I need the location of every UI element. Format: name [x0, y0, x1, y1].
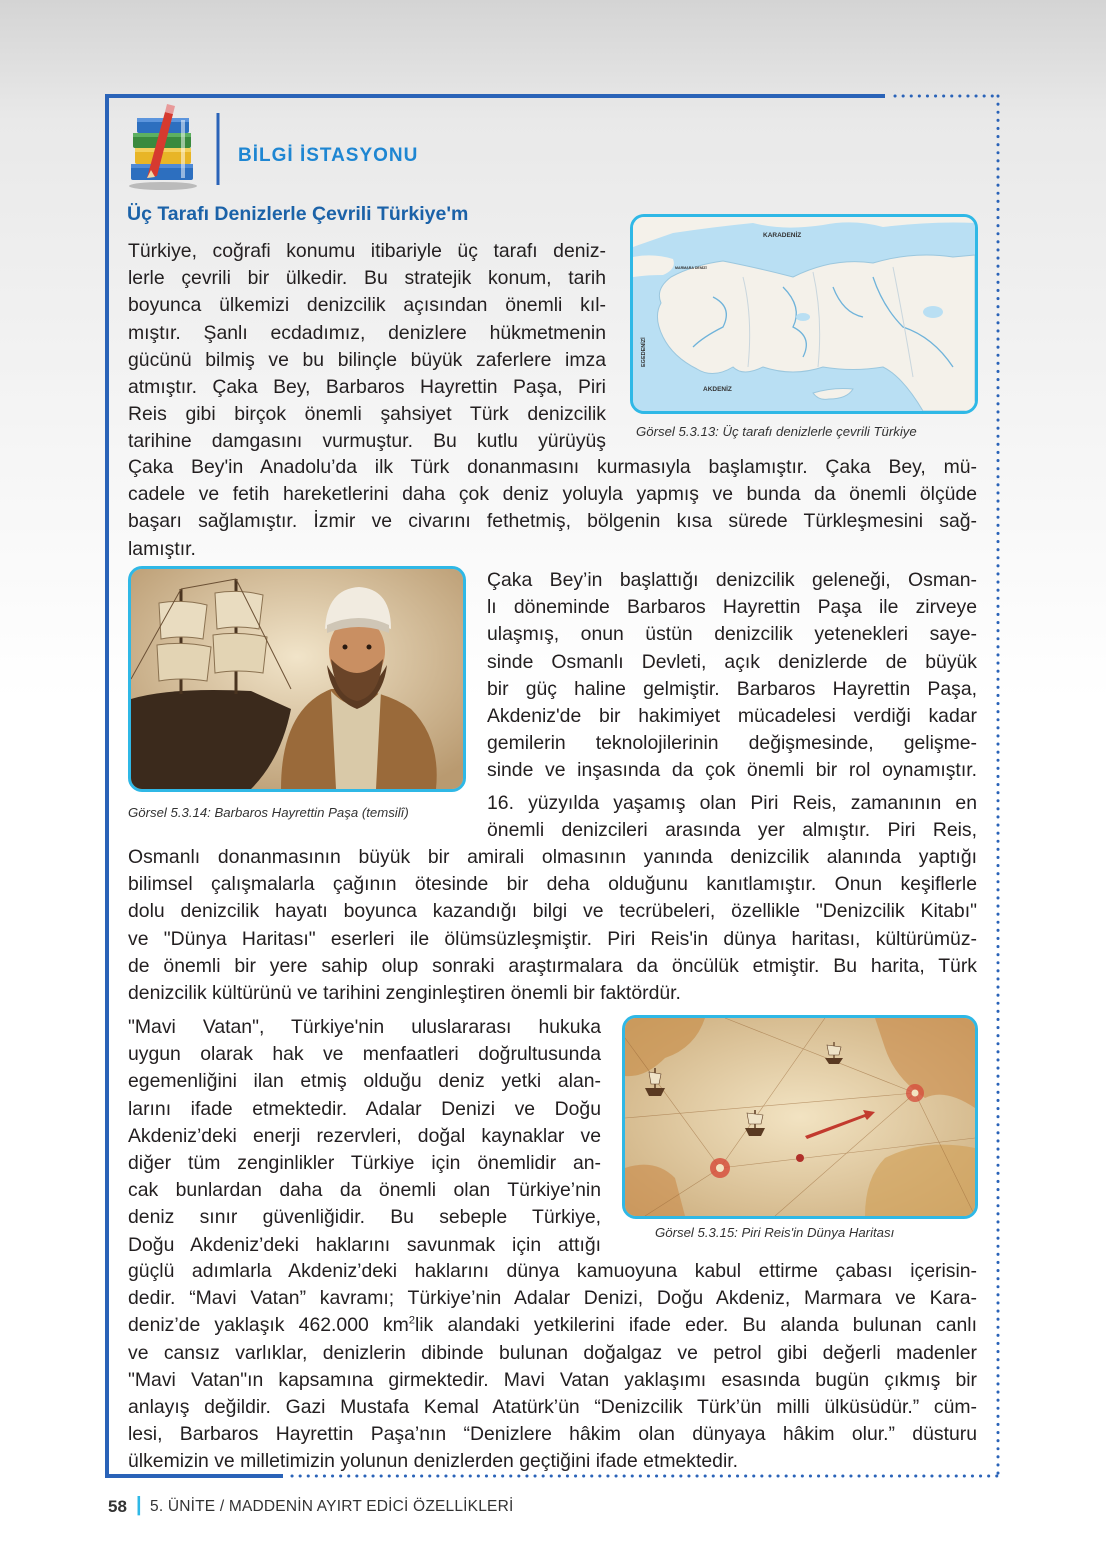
piri-reis-map-image [622, 1015, 978, 1219]
text-line: lı döneminde Barbaros Hayrettin Paşa ile zirveye [487, 596, 977, 619]
text-line: Çaka Bey’in başlattığı denizcilik geleneği, Osman- [487, 569, 977, 591]
paragraph-4 [128, 1014, 601, 1259]
area-text-before: deniz’de yaklaşık 462.000 km [128, 1314, 409, 1337]
turkey-map-drawing [633, 217, 975, 411]
books-pencil-icon [117, 100, 209, 192]
text-line: lamıştır. [128, 537, 196, 560]
turkey-map-image [630, 214, 978, 414]
unit-title: 5. ÜNİTE / MADDENİN AYIRT EDİCİ ÖZELLİKLERİ [150, 1498, 514, 1515]
page-number: 58 [108, 1497, 127, 1516]
piri-reis-map-drawing [625, 1018, 975, 1216]
text-line: ülkemizin ve milletimizin yolunun denizlerden geçtiğini ifade etmektedir. [128, 1450, 739, 1473]
text-line: 16. yüzyılda yaşamış olan Piri Reis, zamanının en [487, 792, 977, 814]
text-line: anlayış değildir. Gazi Mustafa Kemal Atatürk’ün “Denizcilik Türk’ün milli ülküsüdür.” cüm- [128, 1396, 977, 1419]
paragraph-2 [487, 567, 977, 785]
paragraph-4-continued [128, 1258, 977, 1476]
text-line: ve "Dünya Haritası" eserleri ile ölümsüzleşmiştir. Piri Reis'in dünya haritası, kültürümüz- [128, 927, 977, 950]
text-line: bir güç haline gelmiştir. Barbaros Hayrettin Paşa, [487, 677, 977, 700]
text-line: Doğu Akdeniz’deki haklarını savunmak için attığı [128, 1233, 601, 1256]
text-line: deniz sınır güvenliğidir. Bu sebeple Türkiye, [128, 1206, 601, 1229]
text-line: sinde ve inşasında da çok önemli bir rol oynamıştır. [487, 759, 977, 782]
text-line: Çaka Bey'in Anadolu’da ilk Türk donanmasını kurmasıyla başlamıştır. Çaka Bey, mü- [128, 456, 977, 478]
map-label-marmara: MARMARA DENİZİ [675, 266, 707, 270]
text-line: boyunca ülkemizi denizcilik açısından önemli kıl- [128, 294, 606, 317]
footer-separator: | [136, 1494, 142, 1516]
text-line: lerle çevrili bir ülkedir. Bu stratejik konum, tarih [128, 267, 606, 290]
text-line: "Mavi Vatan"ın kapsamına girmektedir. Mavi Vatan yaklaşımı esasında bugün çıkmış bir [128, 1368, 977, 1391]
text-line: sinde Osmanlı Devleti, açık denizlerde de büyük [487, 650, 977, 673]
text-line: tarihine damgasını vurmuştur. Bu kutlu yürüyüş [128, 430, 606, 453]
section-title: Üç Tarafı Denizlerle Çevrili Türkiye'm [127, 203, 469, 225]
paragraph-1-continued [128, 454, 977, 563]
text-line: gemilerin teknolojilerinin değişmesinde, gelişme- [487, 732, 977, 755]
paragraph-3 [487, 790, 977, 844]
paragraph-1 [128, 238, 606, 456]
text-line: cak bunlardan daha da önemli olan Türkiye’nin [128, 1179, 601, 1202]
barbaros-portrait-drawing [131, 569, 463, 789]
figure-caption: Görsel 5.3.15: Piri Reis'in Dünya Haritası [655, 1225, 895, 1240]
map-label-aegean: EGEDENİZİ [641, 337, 647, 367]
text-line: "Mavi Vatan", Türkiye'nin uluslararası hukuka [128, 1016, 601, 1038]
text-line: gücünü bilmiş ve bu bilinçle büyük zaferlere imza [128, 348, 606, 371]
text-line: larını ifade etmektedir. Adalar Denizi ve Doğu [128, 1097, 601, 1120]
text-line: atmıştır. Çaka Bey, Barbaros Hayrettin Paşa, Piri [128, 376, 606, 399]
text-line: de önemli bir yere sahip olup sonraki araştırmalara da öncülük etmiştir. Bu harita, Türk [128, 954, 977, 977]
text-line: güçlü adımlarla Akdeniz’deki haklarını dünya kamuoyuna kabul ettirme çabası içerisin- [128, 1260, 977, 1282]
text-line: mıştır. Şanlı ecdadımız, denizlere hükmetmenin [128, 321, 606, 344]
header-title: BİLGİ İSTASYONU [238, 145, 419, 166]
text-line: ulaşmış, onun üstün denizcilik yetenekleri saye- [487, 623, 977, 646]
text-line: dolu denizcilik hayatı boyunca kazandığı bilgi ve tecrübeleri, özellikle "Denizcilik Kitabı" [128, 900, 977, 923]
text-line: önemli denizcileri arasında yer almıştır. Piri Reis, [487, 819, 977, 842]
text-line: Akdeniz'de bir hakimiyet mücadelesi verdiği kadar [487, 705, 977, 728]
text-line: Türkiye, coğrafi konumu itibariyle üç tarafı deniz- [128, 240, 606, 262]
text-line: Akdeniz’deki enerji rezervleri, doğal kaynaklar ve [128, 1124, 601, 1147]
paragraph-3-continued [128, 844, 977, 1007]
area-text-after: lik alandaki yetkilerini ifade eder. Bu alanda bulunan canlı [414, 1314, 977, 1337]
map-label-mediterranean: AKDENİZ [703, 386, 732, 393]
map-label-black-sea: KARADENİZ [763, 232, 802, 239]
text-line: uygun olarak hak ve menfaatleri doğrultusunda [128, 1043, 601, 1066]
text-line: başarı sağlamıştır. İzmir ve civarını fethetmiş, bölgenin kısa sürede Türkleşmesini sağ- [128, 510, 977, 533]
text-line: dedir. “Mavi Vatan” kavramı; Türkiye’nin Adalar Denizi, Doğu Akdeniz, Marmara ve Kara- [128, 1287, 977, 1310]
figure-caption: Görsel 5.3.14: Barbaros Hayrettin Paşa (temsilî) [128, 805, 409, 820]
text-line: Reis gibi birçok önemli şahsiyet Türk denizcilik [128, 403, 606, 426]
text-line: cadele ve fetih hareketlerini daha çok deniz yoluyla yapmış ve bunda da önemli ölçüde [128, 483, 977, 506]
figure-caption: Görsel 5.3.13: Üç tarafı denizlerle çevrili Türkiye [636, 424, 917, 439]
text-line-area [128, 1312, 977, 1339]
text-line: lesi, Barbaros Hayrettin Paşa’nın “Denizlere hâkim olan dünyaya hâkim olur.” düsturu [128, 1423, 977, 1446]
text-line: egemenliğini ilan etmiş olduğu deniz yetki alan- [128, 1070, 601, 1093]
text-line: denizcilik kültürünü ve tarihini zenginleştiren önemli bir faktördür. [128, 982, 681, 1005]
text-line: diğer tüm zenginlikler Türkiye için önemlidir an- [128, 1152, 601, 1175]
text-line: bilimsel çalışmalarla çağının ötesinde bir deha olduğunu kanıtlamıştır. Onun keşiflerle [128, 873, 977, 896]
text-line: ve cansız varlıklar, denizlerin dibinde bulunan doğalgaz ve petrol gibi değerli madenler [128, 1341, 977, 1364]
barbaros-portrait-image [128, 566, 466, 792]
text-line: Osmanlı donanmasının büyük bir amirali olmasının yanında denizcilik alanında yaptığı [128, 846, 977, 868]
area-superscript: 2 [408, 1314, 415, 1327]
